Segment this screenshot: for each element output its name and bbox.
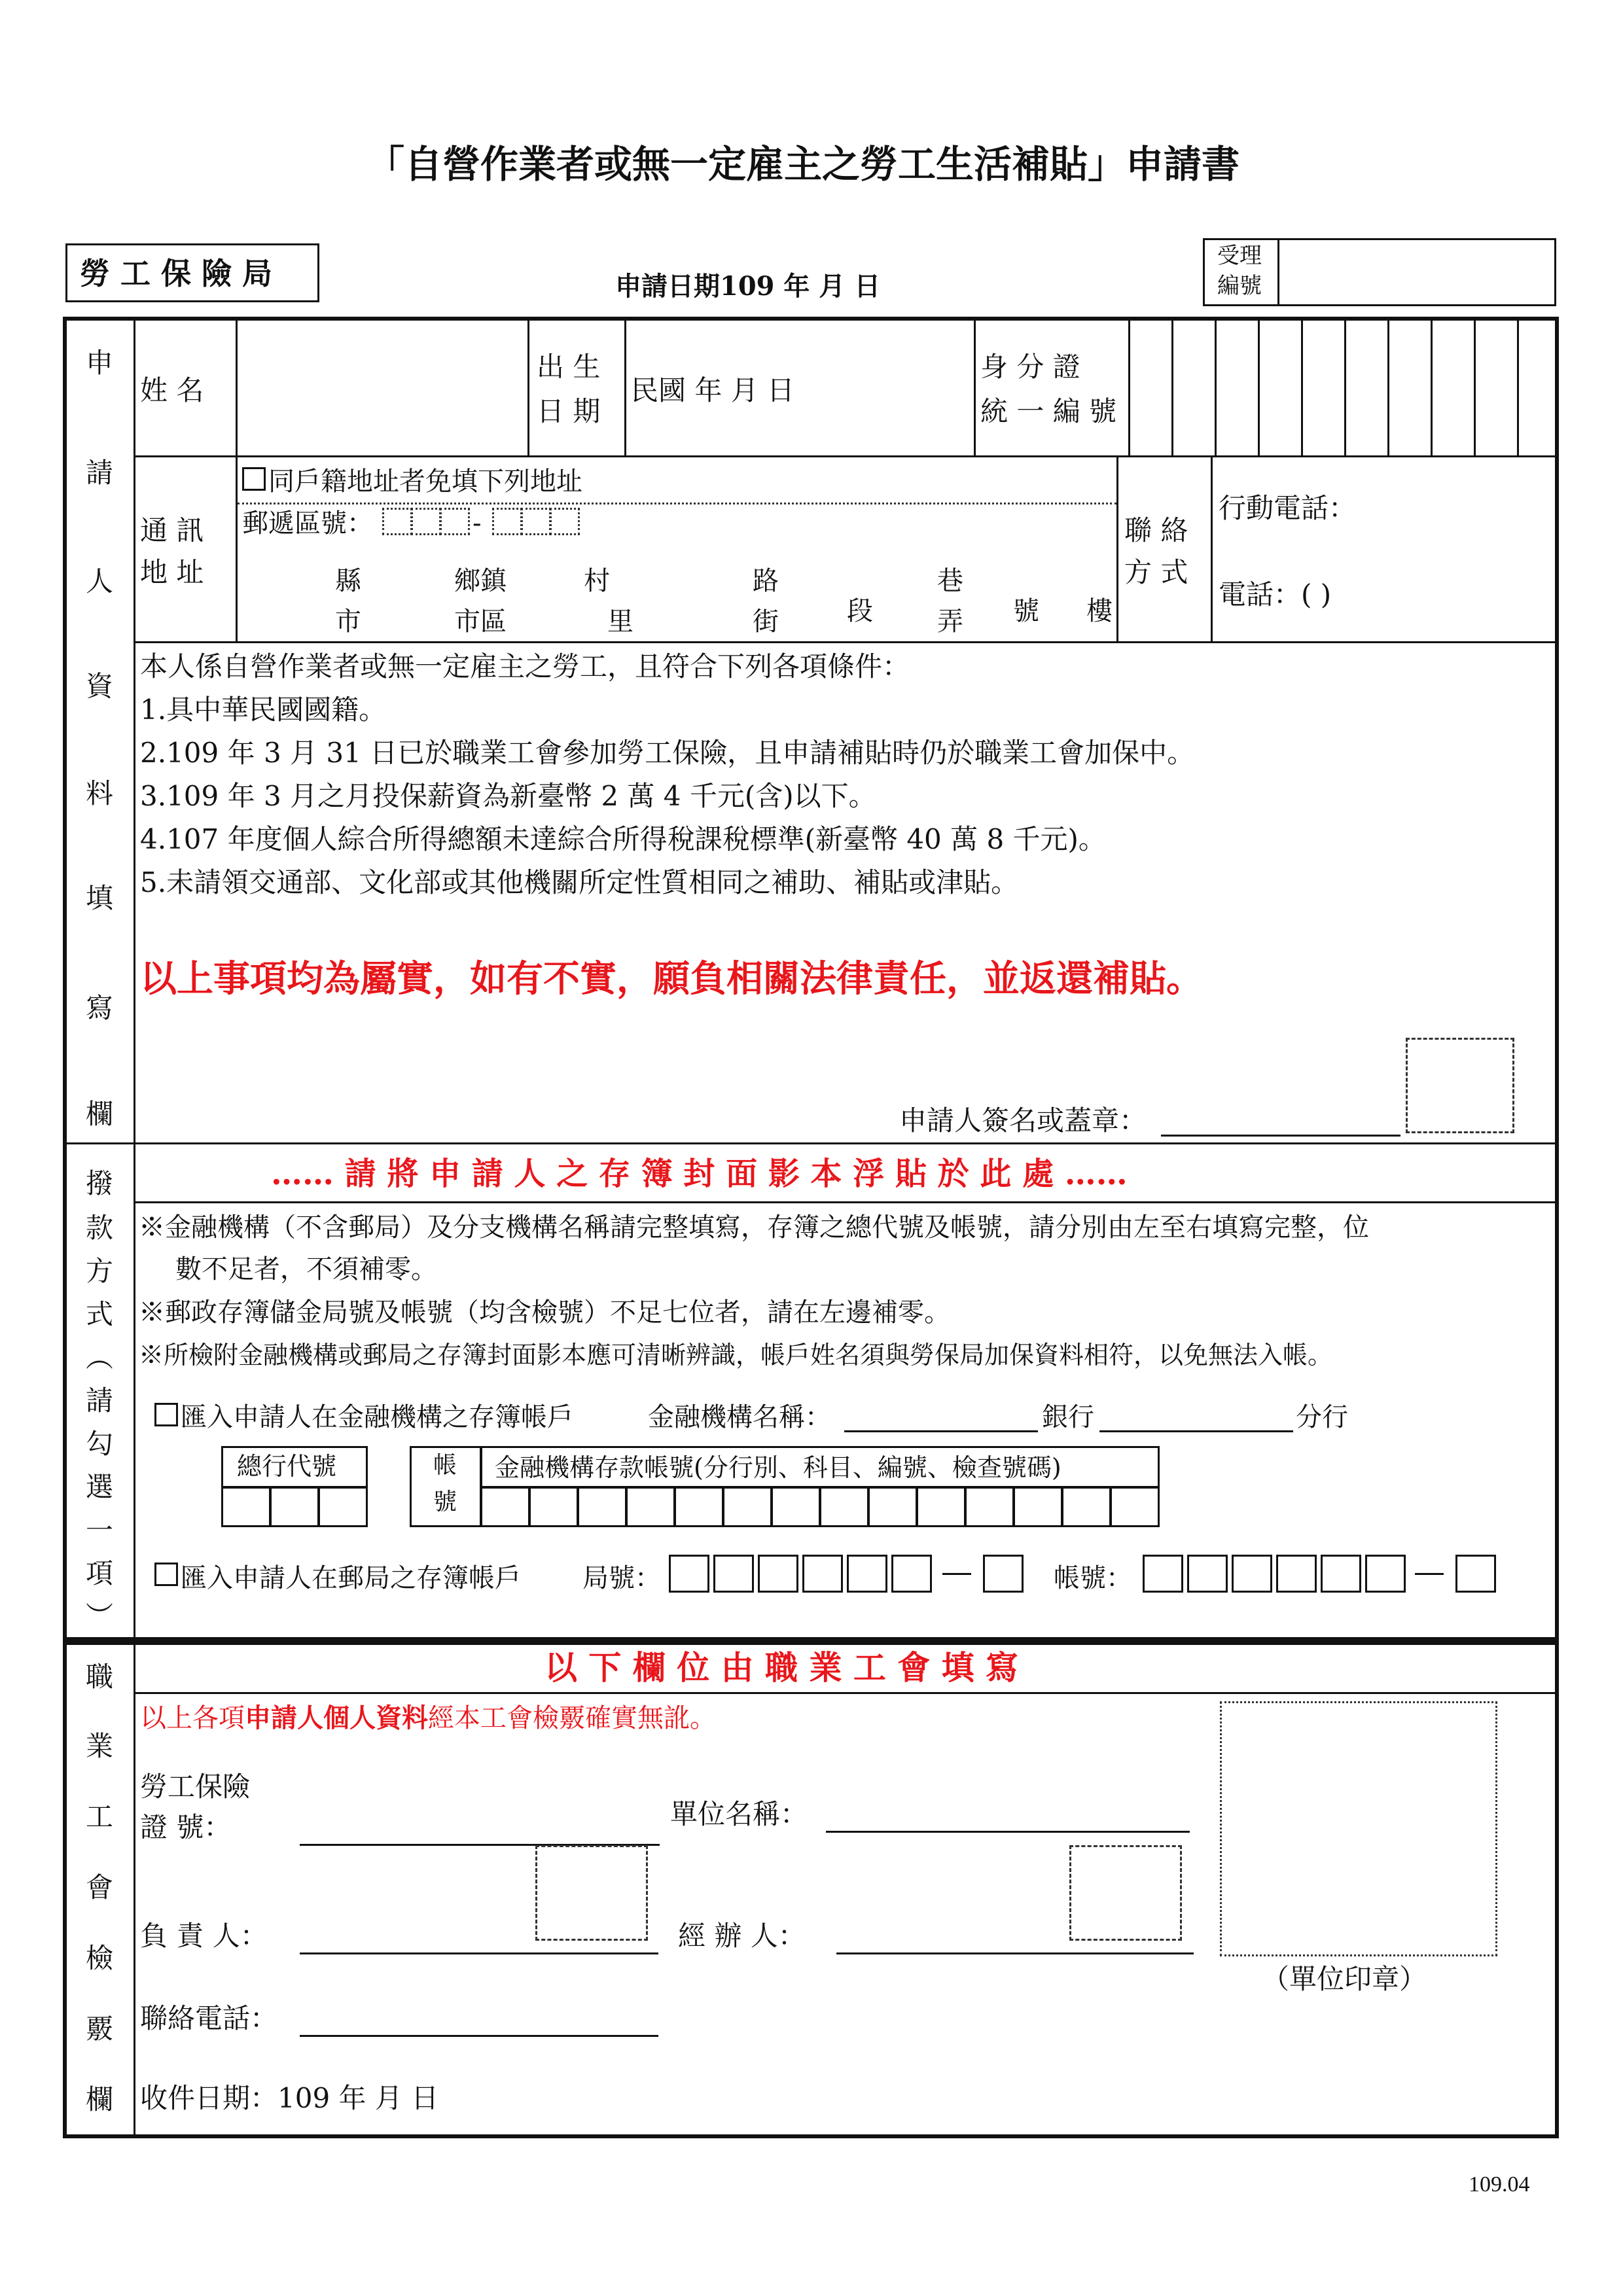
same-address-label: 同戶籍地址者免填下列地址	[268, 467, 582, 497]
condition-item: 4.107 年度個人綜合所得總額未達綜合所得稅課稅標準(新臺幣 40 萬 8 千元)。	[140, 823, 1106, 855]
handler-label: 經 辦 人：	[678, 1920, 806, 1952]
condition-item: 2.109 年 3 月 31 日已於職業工會參加勞工保險，且申請補貼時仍於職業工會加保中。	[140, 737, 1195, 769]
bank-option-checkbox[interactable]	[154, 1403, 178, 1426]
post-office-label: 局號：	[582, 1563, 661, 1593]
bank-option-label: 匯入申請人在金融機構之存簿帳戶	[181, 1402, 573, 1432]
address-label-2: 地 址	[140, 556, 204, 588]
account-desc: 金融機構存款帳號(分行別、科目、編號、檢查號碼)	[495, 1453, 1061, 1482]
addr-unit: 段	[847, 596, 873, 626]
post-account-label: 帳號：	[1054, 1563, 1132, 1593]
post-option-checkbox[interactable]	[154, 1563, 178, 1586]
page-title: 「自營作業者或無一定雇主之勞工生活補貼」申請書	[366, 142, 1240, 186]
signature-line[interactable]	[1161, 1103, 1400, 1137]
section-char: 款	[85, 1212, 113, 1244]
branch-name-field[interactable]	[1099, 1403, 1293, 1432]
zip-label: 郵遞區號：	[242, 508, 373, 539]
section-char: ︶	[85, 1600, 113, 1633]
mobile-field[interactable]: 行動電話：	[1219, 492, 1357, 524]
section-char: 選	[85, 1471, 113, 1503]
bank-name-field[interactable]	[844, 1403, 1038, 1432]
conditions-intro: 本人係自營作業者或無一定雇主之勞工，且符合下列各項條件：	[140, 650, 910, 682]
section-char: 人	[85, 565, 113, 597]
birth-date-field[interactable]: 民國 年 月 日	[631, 374, 795, 406]
section-char: 欄	[85, 2083, 113, 2115]
birth-label-2: 日 期	[537, 395, 601, 427]
addr-unit: 市	[335, 607, 361, 637]
payment-note: ※郵政存簿儲金局號及帳號（均含檢號）不足七位者，請在左邊補零。	[139, 1298, 950, 1328]
addr-unit: 縣	[335, 566, 361, 596]
apply-date: 申請日期109 年 月 日	[615, 271, 881, 302]
verify-emph: 申請人個人資料	[245, 1703, 428, 1733]
section-char: 覈	[85, 2013, 113, 2045]
declaration: 以上事項均為屬實，如有不實，願負相關法律責任，並返還補貼。	[140, 957, 1203, 1000]
id-label-1: 身 分 證	[980, 351, 1080, 383]
payment-note: ※金融機構（不含郵局）及分支機構名稱請完整填寫，存簿之總代號及帳號，請分別由左至右填寫完整，位	[139, 1212, 1369, 1243]
section-char: 職	[85, 1661, 113, 1693]
addr-unit: 號	[1013, 596, 1039, 626]
branch-suffix: 分行	[1296, 1402, 1348, 1432]
condition-item: 1.具中華民國國籍。	[140, 694, 387, 726]
unit-name-label: 單位名稱：	[670, 1798, 808, 1830]
section-char: 請	[85, 457, 113, 489]
id-label-2: 統 一 編 號	[980, 395, 1117, 427]
addr-unit: 村	[584, 566, 610, 596]
account-label-1: 帳	[433, 1452, 457, 1479]
signature-label: 申請人簽名或蓋章：	[899, 1104, 1147, 1137]
agency-name: 勞 工 保 險 局	[80, 256, 273, 291]
unit-name-field[interactable]	[826, 1799, 1190, 1833]
section-char: 請	[85, 1385, 113, 1417]
section-char: 項	[85, 1557, 113, 1589]
section-char: ︵	[85, 1341, 113, 1373]
receipt-label-1: 受理	[1217, 243, 1262, 269]
section-char: 料	[85, 777, 113, 809]
birth-label-1: 出 生	[537, 351, 601, 383]
section-char: 撥	[85, 1167, 113, 1199]
addr-unit: 路	[753, 566, 779, 596]
union-phone-field[interactable]	[300, 2004, 658, 2037]
same-address-checkbox[interactable]	[242, 467, 266, 491]
post-option-label: 匯入申請人在郵局之存簿帳戶	[181, 1563, 521, 1593]
phone-field[interactable]: 電話：( )	[1219, 578, 1332, 610]
section-char: 資	[85, 670, 113, 702]
owner-label: 負 責 人：	[140, 1920, 268, 1952]
contact-label-1: 聯 絡	[1124, 514, 1188, 546]
unit-seal-box[interactable]	[1220, 1701, 1497, 1956]
addr-unit: 街	[753, 607, 779, 637]
addr-unit: 弄	[937, 607, 963, 637]
condition-item: 3.109 年 3 月之月投保薪資為新臺幣 2 萬 4 千元(含)以下。	[140, 780, 876, 812]
section-char: 會	[85, 1871, 113, 1903]
cert-number-field[interactable]	[300, 1812, 660, 1846]
seal-box[interactable]	[1406, 1038, 1514, 1133]
section-char: 業	[85, 1730, 113, 1762]
section-char: 勾	[85, 1428, 113, 1460]
payment-note: ※所檢附金融機構或郵局之存簿封面影本應可清晰辨識，帳戶姓名須與勞保局加保資料相符，以免無法入帳。	[139, 1341, 1333, 1369]
verify-statement	[140, 1705, 716, 1731]
name-label: 姓 名	[140, 374, 204, 406]
address-label-1: 通 訊	[140, 514, 204, 546]
bank-name-label: 金融機構名稱：	[648, 1402, 831, 1432]
account-label-2: 號	[433, 1489, 457, 1515]
verify-suffix: 經本工會檢覈確實無訛。	[428, 1703, 716, 1733]
unit-seal-label: （單位印章）	[1262, 1963, 1427, 1995]
receipt-label-2: 編號	[1217, 273, 1262, 299]
addr-unit: 巷	[937, 566, 963, 596]
union-phone-label: 聯絡電話：	[140, 2002, 278, 2034]
section-char: 欄	[85, 1098, 113, 1130]
contact-label-2: 方 式	[1124, 556, 1188, 588]
owner-field[interactable]	[300, 1921, 658, 1954]
verify-prefix: 以上各項	[140, 1703, 245, 1733]
received-date[interactable]: 收件日期：109 年 月 日	[140, 2082, 439, 2114]
cert-label: 證 號：	[140, 1811, 232, 1843]
section-char: 方	[85, 1255, 113, 1287]
payment-note: 數不足者，不須補零。	[175, 1254, 437, 1284]
addr-unit: 鄉鎮	[454, 566, 507, 596]
addr-unit: 樓	[1086, 596, 1113, 626]
bank-suffix: 銀行	[1042, 1402, 1094, 1432]
condition-item: 5.未請領交通部、文化部或其他機關所定性質相同之補助、補貼或津貼。	[140, 866, 1019, 898]
section-char: 檢	[85, 1942, 113, 1974]
section-char: 一	[85, 1514, 113, 1546]
head-code-label: 總行代號	[237, 1452, 337, 1481]
section-char: 寫	[85, 992, 113, 1024]
section-char: 申	[85, 347, 113, 379]
union-heading: 以 下 欄 位 由 職 業 工 會 填 寫	[544, 1648, 1019, 1687]
section-char: 填	[85, 882, 113, 914]
passbook-note: …… 請 將 申 請 人 之 存 簿 封 面 影 本 浮 貼 於 此 處 ……	[271, 1156, 1128, 1192]
addr-unit: 市區	[454, 607, 507, 637]
insurance-label: 勞工保險	[140, 1771, 251, 1803]
form-version: 109.04	[1469, 2172, 1530, 2197]
addr-unit: 里	[607, 607, 633, 637]
section-char: 工	[85, 1801, 113, 1833]
handler-field[interactable]	[836, 1921, 1194, 1954]
section-char: 式	[85, 1298, 113, 1330]
name-field[interactable]	[238, 321, 526, 454]
